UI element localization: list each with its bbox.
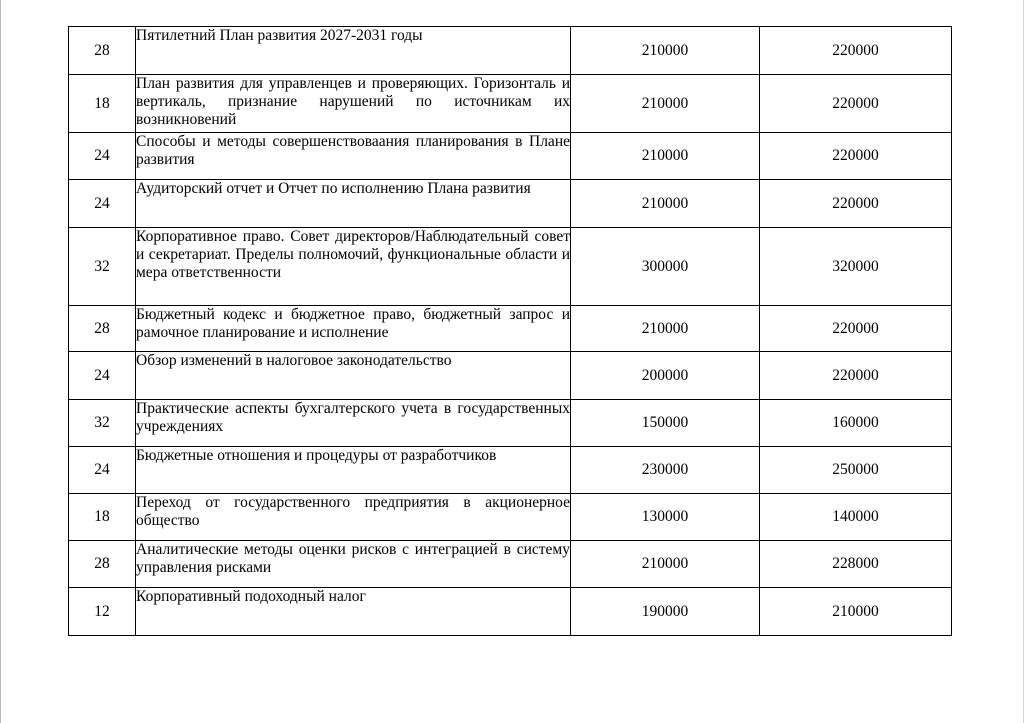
price-cell-1: 210000 (571, 133, 760, 180)
hours-cell: 32 (69, 228, 136, 306)
topic-cell: Способы и методы совершенствоваания планирования в Плане развития (136, 133, 571, 180)
price-cell-2: 160000 (760, 400, 952, 447)
table-row (69, 400, 952, 447)
hours-cell: 24 (69, 352, 136, 400)
hours-cell: 18 (69, 75, 136, 133)
price-cell-1: 130000 (571, 494, 760, 541)
topic-cell: Переход от государственного предприятия в акционерное общество (136, 494, 571, 541)
price-cell-1: 210000 (571, 180, 760, 228)
price-cell-2: 220000 (760, 180, 952, 228)
table-row (69, 133, 952, 180)
price-cell-1: 210000 (571, 27, 760, 75)
topic-cell: План развития для управленцев и проверяющих. Горизонталь и вертикаль, признание нарушений по источникам их возникновений (136, 75, 571, 133)
table-row (69, 352, 952, 400)
hours-cell: 28 (69, 27, 136, 75)
price-cell-2: 220000 (760, 306, 952, 352)
price-cell-2: 320000 (760, 228, 952, 306)
hours-cell: 32 (69, 400, 136, 447)
course-price-table (68, 26, 952, 636)
price-cell-1: 150000 (571, 400, 760, 447)
price-cell-2: 220000 (760, 133, 952, 180)
price-cell-1: 300000 (571, 228, 760, 306)
hours-cell: 28 (69, 306, 136, 352)
price-cell-2: 220000 (760, 27, 952, 75)
table-row (69, 75, 952, 133)
topic-cell: Аналитические методы оценки рисков с интеграцией в систему управления рисками (136, 541, 571, 588)
price-cell-1: 190000 (571, 588, 760, 636)
table-row (69, 447, 952, 494)
price-cell-1: 200000 (571, 352, 760, 400)
price-cell-2: 250000 (760, 447, 952, 494)
hours-cell: 24 (69, 180, 136, 228)
topic-cell: Практические аспекты бухгалтерского учета в государственных учреждениях (136, 400, 571, 447)
price-cell-1: 230000 (571, 447, 760, 494)
price-cell-2: 220000 (760, 75, 952, 133)
price-cell-2: 210000 (760, 588, 952, 636)
table-row (69, 306, 952, 352)
topic-cell: Корпоративный подоходный налог (136, 588, 571, 636)
topic-cell: Корпоративное право. Совет директоров/Наблюдательный совет и секретариат. Пределы полномочий, функциональные области и мера ответственности (136, 228, 571, 306)
table-row (69, 228, 952, 306)
hours-cell: 28 (69, 541, 136, 588)
topic-cell: Аудиторский отчет и Отчет по исполнению Плана развития (136, 180, 571, 228)
price-cell-2: 140000 (760, 494, 952, 541)
price-cell-2: 220000 (760, 352, 952, 400)
topic-cell: Обзор изменений в налоговое законодательство (136, 352, 571, 400)
table-row (69, 541, 952, 588)
topic-cell: Пятилетний План развития 2027-2031 годы (136, 27, 571, 75)
price-cell-1: 210000 (571, 75, 760, 133)
price-cell-2: 228000 (760, 541, 952, 588)
hours-cell: 24 (69, 447, 136, 494)
table-row (69, 27, 952, 75)
topic-cell: Бюджетный кодекс и бюджетное право, бюджетный запрос и рамочное планирование и исполнение (136, 306, 571, 352)
table-row (69, 180, 952, 228)
table-row (69, 588, 952, 636)
hours-cell: 12 (69, 588, 136, 636)
hours-cell: 18 (69, 494, 136, 541)
price-cell-1: 210000 (571, 541, 760, 588)
price-cell-1: 210000 (571, 306, 760, 352)
table-row (69, 494, 952, 541)
hours-cell: 24 (69, 133, 136, 180)
topic-cell: Бюджетные отношения и процедуры от разработчиков (136, 447, 571, 494)
page-left-border (0, 0, 1, 723)
